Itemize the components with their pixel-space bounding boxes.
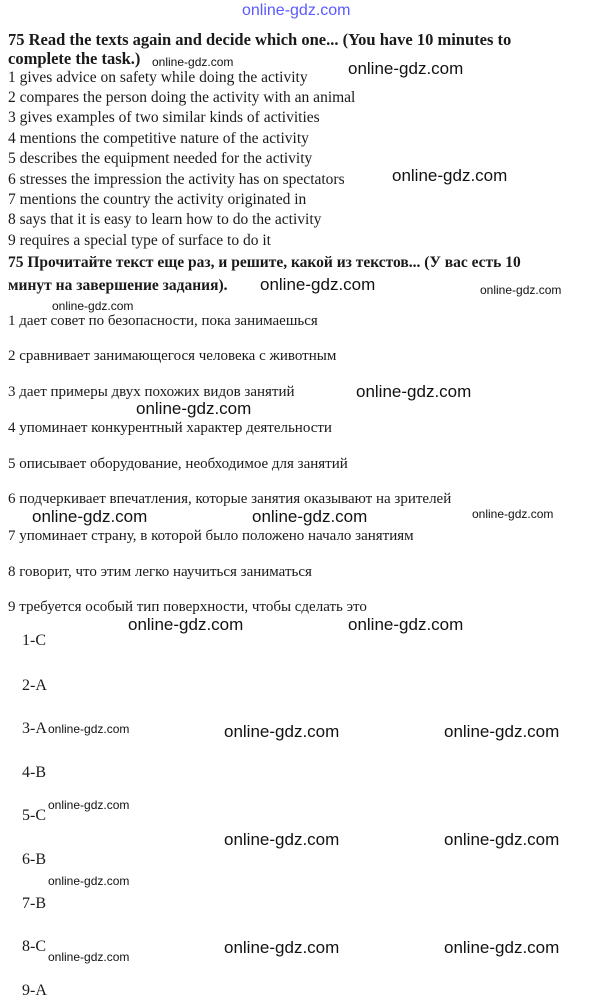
task-item-ru: 7 упоминает страну, в которой было положено начало занятиям [8,528,414,544]
watermark: online-gdz.com [128,615,244,634]
task-item-ru: 9 требуется особый тип поверхности, чтобы сделать это [8,599,367,615]
task-heading-en-line1: 75 Read the texts again and decide which one... (You have 10 minutes to [8,30,512,49]
watermark: online-gdz.com [472,507,554,521]
answer-item: 6-B [22,851,46,868]
answer-item: 2-A [22,677,47,694]
watermark: online-gdz.com [252,507,368,526]
task-item-ru: 2 сравнивает занимающегося человека с животным [8,348,337,364]
answer-item: 1-C [22,632,46,649]
task-item-ru: 1 дает совет по безопасности, пока занимаешься [8,313,318,329]
answer-item: 7-B [22,895,46,912]
task-item-en: 3 gives examples of two similar kinds of activities [8,109,320,126]
task-item-ru: 5 описывает оборудование, необходимое для занятий [8,456,348,472]
task-item-ru: 8 говорит, что этим легко научиться заниматься [8,564,312,580]
watermark: online-gdz.com [224,938,340,957]
watermark: online-gdz.com [480,283,562,297]
task-item-en: 7 mentions the country the activity originated in [8,191,307,208]
task-item-en: 1 gives advice on safety while doing the activity [8,69,308,86]
watermark: online-gdz.com [444,938,560,957]
watermark: online-gdz.com [136,399,252,418]
watermark: online-gdz.com [48,722,130,736]
watermark: online-gdz.com [48,798,130,812]
watermark: online-gdz.com [52,299,134,313]
watermark: online-gdz.com [444,722,560,741]
watermark: online-gdz.com [224,722,340,741]
answer-item: 8-C [22,938,46,955]
watermark: online-gdz.com [356,382,472,401]
answer-item: 5-C [22,807,46,824]
watermark: online-gdz.com [348,615,464,634]
watermark: online-gdz.com [260,275,376,294]
watermark: online-gdz.com [224,830,340,849]
watermark: online-gdz.com [32,507,148,526]
watermark: online-gdz.com [152,55,234,69]
task-item-en: 8 says that it is easy to learn how to do the activity [8,211,322,228]
task-item-en: 5 describes the equipment needed for the activity [8,150,313,167]
task-heading-ru-line1: 75 Прочитайте текст еще раз, и решите, какой из текстов... (У вас есть 10 [8,254,521,271]
answer-item: 4-B [22,764,46,781]
task-heading-ru-line2: минут на завершение задания). [8,277,228,294]
watermark: online-gdz.com [48,874,130,888]
task-item-en: 9 requires a special type of surface to do it [8,232,271,249]
task-item-en: 2 compares the person doing the activity with an animal [8,89,356,106]
watermark: online-gdz.com [48,950,130,964]
watermark: online-gdz.com [392,166,508,185]
task-heading-en-line2: complete the task.) [8,49,141,68]
task-item-ru: 3 дает примеры двух похожих видов занятий [8,384,295,400]
answer-item: 9-A [22,982,47,999]
watermark: online-gdz.com [348,59,464,78]
task-item-ru: 4 упоминает конкурентный характер деятельности [8,420,332,436]
task-item-en: 4 mentions the competitive nature of the activity [8,130,309,147]
watermark: online-gdz.com [444,830,560,849]
task-item-en: 6 stresses the impression the activity has on spectators [8,171,345,188]
answer-item: 3-A [22,720,47,737]
site-header-watermark: online-gdz.com [242,2,351,19]
task-item-ru: 6 подчеркивает впечатления, которые занятия оказывают на зрителей [8,491,452,507]
